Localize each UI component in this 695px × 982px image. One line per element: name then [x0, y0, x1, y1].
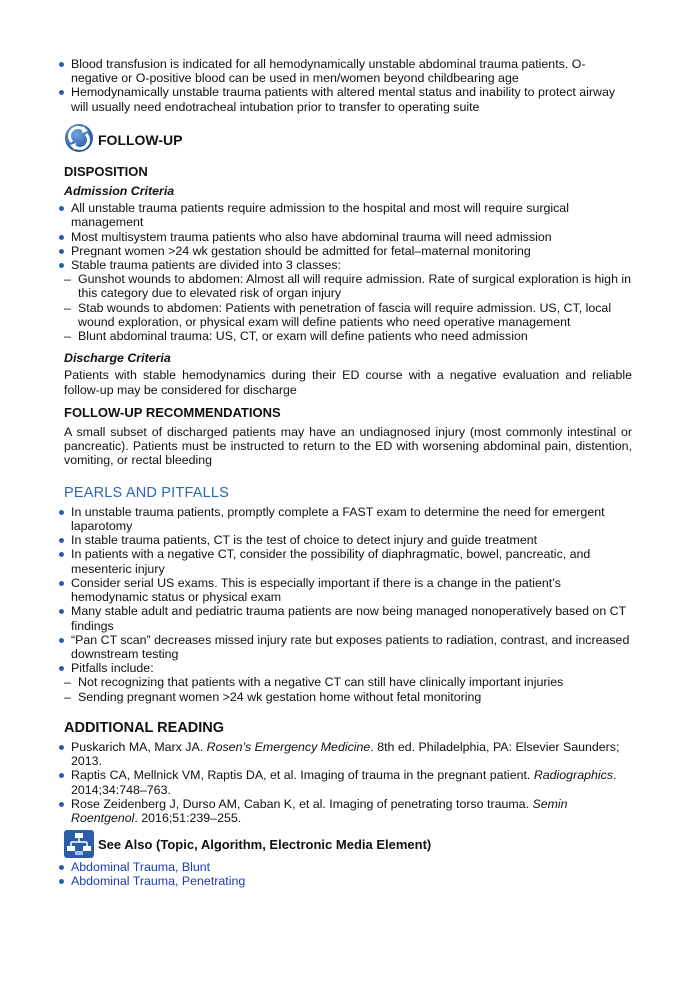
pitfalls-sub-list: [64, 675, 632, 703]
list-item: Blood transfusion is indicated for all hemodynamically unstable abdominal trauma patients. O-negative or O-positive blood can be used in men/women beyond childbearing age: [64, 57, 632, 85]
page-content: [64, 57, 632, 889]
follow-up-header: [64, 123, 632, 157]
list-item: In unstable trauma patients, promptly complete a FAST exam to determine the need for emergent laparotomy: [64, 505, 632, 533]
list-item: Pitfalls include:: [64, 661, 632, 675]
reference-text: Rose Zeidenberg J, Durso AM, Caban K, et al. Imaging of penetrating torso trauma.: [71, 796, 533, 811]
reference-text: . 8th ed. Philadelphia, PA: Elsevier Saunders; 2013.: [71, 739, 620, 769]
list-item: Stable trauma patients are divided into 3 classes:: [64, 258, 632, 272]
list-item: [64, 690, 632, 704]
see-also-heading: See Also (Topic, Algorithm, Electronic Media Element): [98, 837, 432, 853]
admission-bullet-list: [64, 201, 632, 272]
list-item: Most multisystem trauma patients who also have abdominal trauma will need admission: [64, 230, 632, 244]
reference-item: [64, 797, 632, 825]
see-also-list: [64, 860, 632, 888]
see-also-header: [64, 830, 632, 860]
reference-text: . 2014;34:748–763.: [71, 768, 617, 797]
dash-marker: –: [64, 689, 71, 704]
dash-marker: –: [64, 329, 71, 344]
list-item: In stable trauma patients, CT is the test of choice to detect injury and guide treatment: [64, 533, 632, 547]
list-item-text: Stab wounds to abdomen: Patients with penetration of fascia will require admission. US, CT, local wound exploration, or physical exam will define patients who need operative management: [78, 300, 612, 329]
dash-marker: –: [64, 675, 71, 690]
see-also-link[interactable]: Abdominal Trauma, Penetrating: [64, 874, 632, 888]
list-item: Pregnant women >24 wk gestation should be admitted for fetal–maternal monitoring: [64, 244, 632, 258]
list-item-text: Not recognizing that patients with a negative CT can still have clinically important injuries: [78, 675, 564, 690]
list-item: Consider serial US exams. This is especially important if there is a change in the patient’s hemodynamic status or physical exam: [64, 576, 632, 604]
section-title: FOLLOW-UP: [98, 131, 183, 148]
reference-source: Radiographics: [533, 768, 614, 783]
list-item: Hemodynamically unstable trauma patients with altered mental status and inability to protect airway will usually need endotracheal intubation prior to transfer to operating suite: [64, 85, 632, 113]
reference-item: [64, 768, 632, 796]
list-item: [64, 301, 632, 329]
list-item: In patients with a negative CT, consider the possibility of diaphragmatic, bowel, pancreatic, and mesenteric injury: [64, 547, 632, 575]
additional-reading-heading: ADDITIONAL READING: [64, 719, 225, 736]
discharge-text: Patients with stable hemodynamics during their ED course with a negative evaluation and reliable follow-up may be considered for discharge: [64, 368, 632, 397]
recommendations-text: A small subset of discharged patients may have an undiagnosed injury (most commonly intestinal or pancreatic). Patients must be instructed to return to the ED with worsening abdominal pain, distention, vomiting, or rectal bleeding: [64, 425, 632, 468]
pearls-heading: PEARLS AND PITFALLS: [64, 484, 229, 501]
list-item: “Pan CT scan” decreases missed injury rate but exposes patients to radiation, contrast, and increased downstream testing: [64, 633, 632, 661]
dash-marker: –: [64, 272, 71, 287]
list-item: Many stable adult and pediatric trauma patients are now being managed nonoperatively based on CT findings: [64, 604, 632, 632]
admission-sub-list: [64, 272, 632, 343]
pearls-bullet-list: [64, 505, 632, 675]
reference-text: . 2016;51:239–255.: [134, 810, 242, 825]
list-item: [64, 675, 632, 689]
recommendations-heading: FOLLOW-UP RECOMMENDATIONS: [64, 404, 281, 420]
references-list: [64, 740, 632, 825]
reference-source: Semin Roentgenol: [71, 796, 568, 825]
list-item: [64, 329, 632, 343]
discharge-criteria-heading: Discharge Criteria: [64, 351, 171, 366]
follow-up-icon: [64, 123, 94, 156]
list-item: All unstable trauma patients require admission to the hospital and most will require surgical management: [64, 201, 632, 229]
list-item-text: Sending pregnant women >24 wk gestation home without fetal monitoring: [78, 689, 482, 704]
reference-source: Rosen’s Emergency Medicine: [206, 739, 371, 754]
flowchart-icon: [64, 830, 94, 861]
intro-bullet-list: [64, 57, 632, 114]
see-also-link[interactable]: Abdominal Trauma, Blunt: [64, 860, 632, 874]
admission-criteria-heading: Admission Criteria: [64, 184, 175, 199]
reference-text: Puskarich MA, Marx JA.: [71, 739, 207, 754]
list-item-text: Blunt abdominal trauma: US, CT, or exam will define patients who need admission: [78, 329, 528, 344]
list-item-text: Gunshot wounds to abdomen: Almost all will require admission. Rate of surgical exploration is high in this category due to elevated risk of organ injury: [78, 272, 632, 301]
dash-marker: –: [64, 300, 71, 315]
reference-item: [64, 740, 632, 768]
reference-text: Raptis CA, Mellnick VM, Raptis DA, et al. Imaging of trauma in the pregnant patient.: [71, 768, 534, 783]
list-item: [64, 272, 632, 300]
disposition-heading: DISPOSITION: [64, 163, 148, 179]
